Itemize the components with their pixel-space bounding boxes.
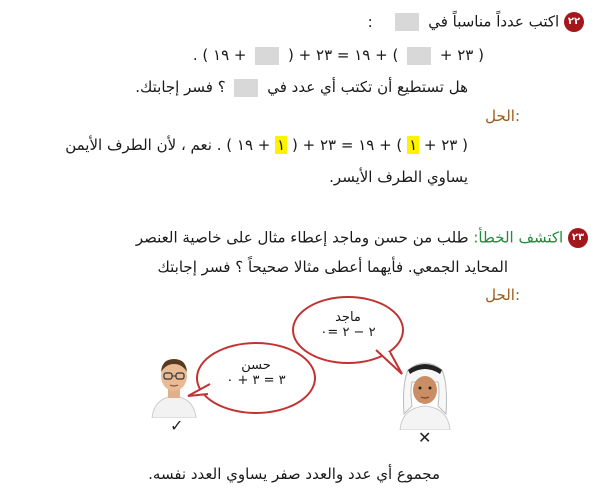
- answer-box: [234, 79, 258, 97]
- highlighted-answer: ١: [409, 136, 418, 154]
- expr-part-b: ) + ١٩ = ٢٣ + (: [288, 46, 399, 64]
- q22-question-a: هل تستطيع أن تكتب أي عدد في: [267, 78, 468, 96]
- q23-line1: [136, 228, 588, 248]
- sol-part-c: + ١٩ ) . نعم ، لأن الطرف الأيمن: [65, 136, 271, 154]
- q23-conclusion: مجموع أي عدد والعدد صفر يساوي العدد نفسه.: [148, 465, 440, 483]
- answer-box: [395, 13, 419, 31]
- q22-prompt: اكتب عدداً مناسباً في: [428, 12, 560, 31]
- q22-line1: [368, 12, 584, 32]
- correct-check-icon: ✓: [170, 416, 184, 435]
- majed-avatar: [394, 354, 456, 430]
- hassan-name: حسن: [241, 358, 271, 373]
- answer-box: [255, 47, 279, 65]
- highlighted-answer: ١: [277, 136, 286, 154]
- q22-badge: ٢٢: [564, 12, 584, 32]
- hassan-avatar: [146, 352, 202, 418]
- expr-part-a: ( ٢٣ +: [439, 46, 484, 64]
- sol-part-a: ( ٢٣ +: [423, 136, 468, 154]
- q23-line2: المحايد الجمعي. فأيهما أعطى مثالا صحيحاً ؟ فسر إجابتك: [157, 258, 508, 276]
- expr-part-c: + ١٩ ) .: [192, 46, 247, 64]
- answer-box: [407, 47, 431, 65]
- majed-expression: ٢ − ٢ =٠: [320, 325, 376, 340]
- q23-badge: ٢٣: [568, 228, 588, 248]
- q22-line3: [135, 78, 468, 97]
- hassan-speech-bubble: [196, 342, 316, 414]
- q23-text-line1: طلب من حسن وماجد إعطاء مثال على خاصية العنصر: [135, 228, 469, 247]
- colon: :: [367, 12, 373, 31]
- q22-solution-line1: [65, 136, 468, 154]
- sol-part-b: ) + ١٩ = ٢٣ + (: [291, 136, 403, 154]
- q22-solution-line2: يساوي الطرف الأيسر.: [329, 168, 468, 186]
- spot-error-label: اكتشف الخطأ:: [473, 228, 564, 247]
- q22-question-b: ؟ فسر إجابتك.: [135, 78, 226, 96]
- q22-line2: [193, 46, 484, 65]
- wrong-x-icon: ✕: [418, 428, 432, 447]
- majed-name: ماجد: [335, 310, 361, 325]
- hassan-expression: ٣ = ٣ + ٠: [226, 373, 286, 388]
- q23-solution-label: الحل:: [485, 286, 520, 304]
- q22-solution-label: الحل:: [485, 107, 520, 125]
